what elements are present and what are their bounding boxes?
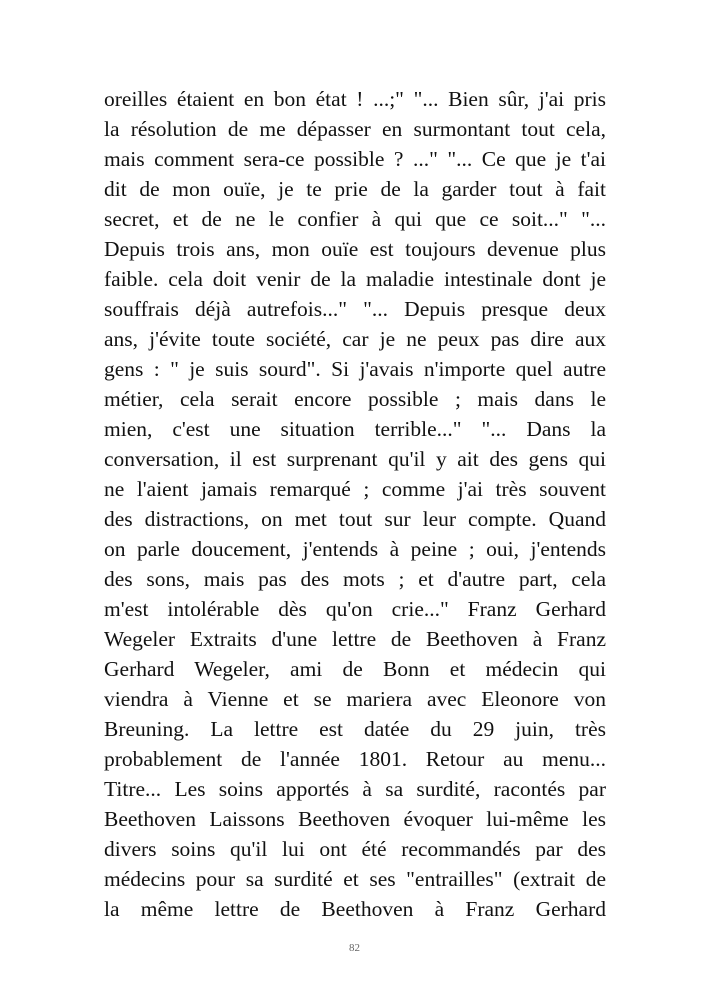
- text-line-7: faible. cela doit venir de la maladie intestinale dont je: [104, 267, 606, 291]
- text-line-22: Breuning. La lettre est datée du 29 juin, très: [104, 717, 606, 741]
- text-line-2: la résolution de me dépasser en surmontant tout cela,: [104, 117, 606, 141]
- text-line-25: Beethoven Laissons Beethoven évoquer lui-même les: [104, 807, 606, 831]
- text-line-26: divers soins qu'il lui ont été recommandés par des: [104, 837, 606, 861]
- text-line-16: on parle doucement, j'entends à peine ; oui, j'entends: [104, 537, 606, 561]
- text-line-28: la même lettre de Beethoven à Franz Gerhard: [104, 897, 606, 921]
- text-line-27: médecins pour sa surdité et ses "entrailles" (extrait de: [104, 867, 606, 891]
- text-line-17: des sons, mais pas des mots ; et d'autre part, cela: [104, 567, 606, 591]
- text-line-8: souffrais déjà autrefois..." "... Depuis presque deux: [104, 297, 606, 321]
- text-line-21: viendra à Vienne et se mariera avec Eleonore von: [104, 687, 606, 711]
- page-number: 82: [349, 942, 360, 954]
- text-line-6: Depuis trois ans, mon ouïe est toujours devenue plus: [104, 237, 606, 261]
- text-line-23: probablement de l'année 1801. Retour au menu...: [104, 747, 606, 771]
- text-line-20: Gerhard Wegeler, ami de Bonn et médecin qui: [104, 657, 606, 681]
- text-line-12: mien, c'est une situation terrible..." "... Dans la: [104, 417, 606, 441]
- text-line-1: oreilles étaient en bon état ! ...;" "... Bien sûr, j'ai pris: [104, 87, 606, 111]
- text-line-15: des distractions, on met tout sur leur compte. Quand: [104, 507, 606, 531]
- text-line-14: ne l'aient jamais remarqué ; comme j'ai très souvent: [104, 477, 606, 501]
- text-line-3: mais comment sera-ce possible ? ..." "... Ce que je t'ai: [104, 147, 606, 171]
- text-line-19: Wegeler Extraits d'une lettre de Beethoven à Franz: [104, 627, 606, 651]
- body-text: [104, 84, 606, 924]
- text-line-18: m'est intolérable dès qu'on crie..." Franz Gerhard: [104, 597, 606, 621]
- text-line-10: gens : " je suis sourd". Si j'avais n'importe quel autre: [104, 357, 606, 381]
- text-line-11: métier, cela serait encore possible ; mais dans le: [104, 387, 606, 411]
- text-line-5: secret, et de ne le confier à qui que ce soit..." "...: [104, 207, 606, 231]
- text-line-4: dit de mon ouïe, je te prie de la garder tout à fait: [104, 177, 606, 201]
- text-line-9: ans, j'évite toute société, car je ne peux pas dire aux: [104, 327, 606, 351]
- text-line-13: conversation, il est surprenant qu'il y ait des gens qui: [104, 447, 606, 471]
- text-line-24: Titre... Les soins apportés à sa surdité, racontés par: [104, 777, 606, 801]
